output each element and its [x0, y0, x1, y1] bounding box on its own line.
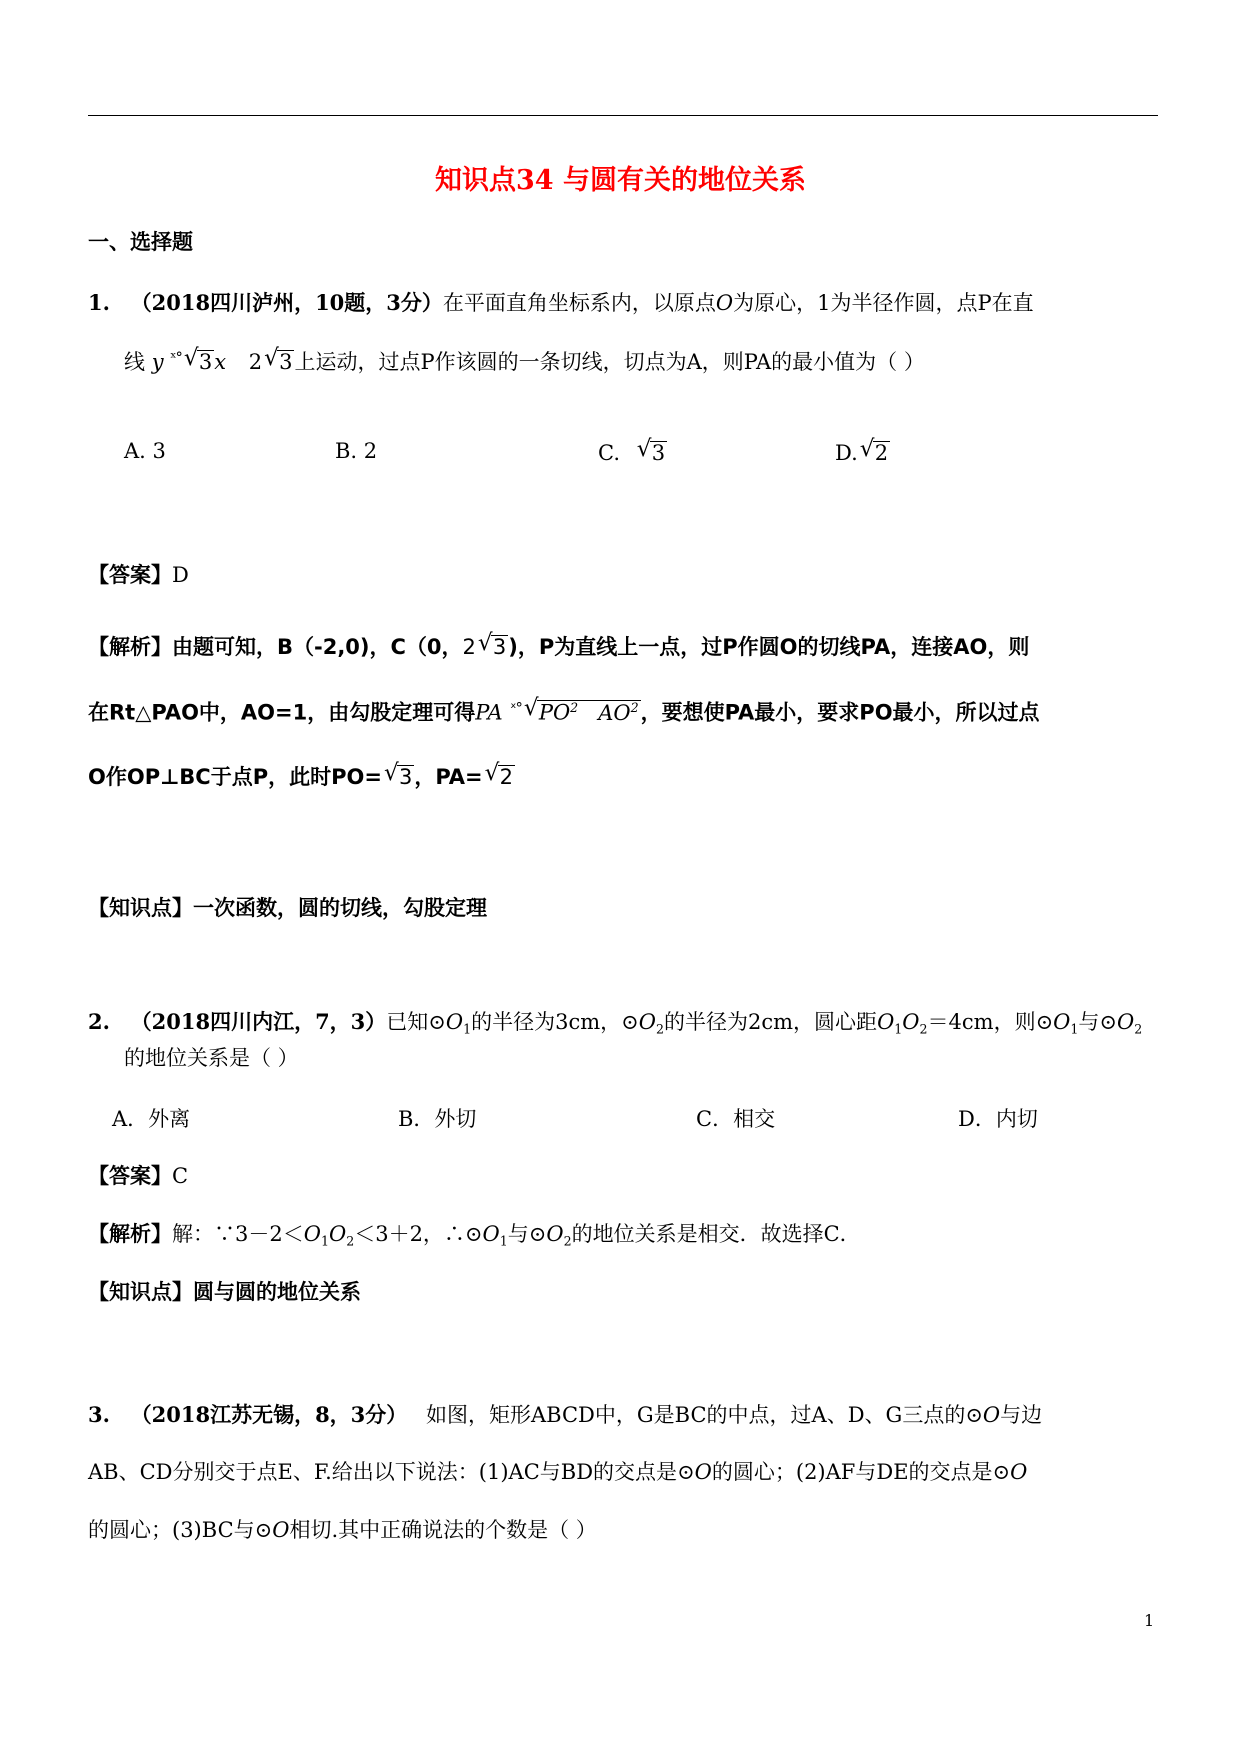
option-c: C．相交 [696, 1107, 776, 1131]
analysis-label: 【解析】 [88, 635, 172, 659]
math-eq-glyph: ˣ° [170, 349, 182, 367]
analysis-line: 【解析】解：$\because 3-2<O_1O_2<3+2$，$\therefore⊙O_1$与$⊙O_2$的地位关系是相交．故选择C． [88, 1222, 861, 1249]
question-number: 1. [88, 290, 110, 315]
answer-value: C [172, 1164, 189, 1188]
answer-value: D [172, 563, 189, 587]
option-b: B. 2 [335, 439, 378, 463]
page-title: 知识点34 与圆有关的地位关系 [435, 165, 806, 196]
option-d: D．内切 [958, 1107, 1038, 1131]
question-3-line-3: 的圆心；(3)BC与⊙O相切.其中正确说法的个数是（ ） [88, 1518, 597, 1542]
math-eq-glyph: ˣ° [509, 699, 522, 717]
page-number: 1 [1144, 1611, 1155, 1630]
question-3-line-1: 3. （2018江苏无锡，8，3分） 如图，矩形ABCD中，G是BC的中点，过A、D、G三点的⊙O与边 [88, 1402, 1043, 1427]
question-text: 为原心，1为半径作圆，点P在直 [733, 291, 1034, 315]
math-sqrt: √ 2 [485, 765, 515, 788]
question-source: （2018四川泸州，10题，3分） [130, 290, 443, 315]
question-text: 在平面直角坐标系内，以原点 [442, 291, 716, 315]
answer-label: 【答案】 [88, 1164, 172, 1188]
option-a: A. 3 [124, 439, 166, 463]
analysis-label: 【解析】 [88, 1222, 172, 1246]
analysis-line-2: 在Rt△PAO中，AO=1，由勾股定理可得PA $^{ˣ^\circ}$√ $PO^2$ $AO^2$，要想使PA最小，要求PO最小，所以过点 [88, 700, 1040, 724]
answer-line [88, 1166, 188, 1187]
question-source: （2018江苏无锡，8，3分） [130, 1402, 408, 1427]
math-sqrt: √ 3 [264, 350, 294, 373]
question-text: 线 [124, 350, 145, 374]
answer-line [88, 565, 189, 586]
math-sqrt: √ 3 [637, 441, 667, 464]
math-x: x [214, 350, 227, 374]
analysis-line-3: O作OP⊥BC于点P，此时PO=√ 3，PA=√ 2 [88, 765, 515, 788]
question-1-line-1 [88, 292, 1034, 314]
math-PA: PA [475, 700, 503, 725]
knowledge-point-line: 【知识点】圆与圆的地位关系 [88, 1280, 361, 1304]
question-2-line-2: 的地位关系是（ ） [124, 1046, 299, 1070]
header-rule [88, 115, 1158, 116]
question-3-line-2: AB、CD分别交于点E、F.给出以下说法：(1)AC与BD的交点是⊙O的圆心；(2)AF与DE的交点是⊙O [88, 1460, 1028, 1484]
question-source: （2018四川内江，7，3） [130, 1009, 387, 1034]
option-a: A．外离 [112, 1107, 191, 1131]
math-sqrt: √ 2 [860, 441, 890, 464]
question-1-line-2 [124, 350, 925, 373]
analysis-line-1: 【解析】由题可知，B（-2,0)，C（0，2√ 3)，P为直线上一点，过P作圆O的切线PA，连接AO，则 [88, 635, 1029, 658]
math-O: O [715, 291, 734, 315]
math-coef: 2 [462, 635, 476, 659]
math-sqrt: √ 3 [478, 635, 508, 658]
question-number: 3. [88, 1402, 110, 1427]
option-c: C. √ 3 [598, 441, 667, 464]
math-sqrt: √ 3 [184, 350, 214, 373]
section-heading: 一、选择题 [88, 230, 193, 254]
option-b: B．外切 [398, 1107, 477, 1131]
question-text: 上运动，过点P作该圆的一条切线，切点为A，则PA的最小值为（ ） [294, 350, 925, 374]
knowledge-point-label: 【知识点】 [88, 1280, 193, 1304]
option-d: D.√ 2 [835, 441, 890, 464]
math-coef: 2 [248, 350, 263, 374]
math-y: y [151, 350, 164, 374]
answer-label: 【答案】 [88, 563, 172, 587]
question-2-line-1: 2. （2018四川内江，7，3）已知$⊙O_1$的半径为3cm，$⊙O_2$的半径为2cm，圆心距$O_1O_2=4cm$，则$⊙O_1$与$⊙O_2$ [88, 1009, 1143, 1037]
knowledge-point-label: 【知识点】 [88, 896, 193, 920]
math-sqrt: √ 3 [384, 765, 414, 788]
knowledge-point-line: 【知识点】一次函数，圆的切线，勾股定理 [88, 896, 487, 920]
question-number: 2. [88, 1009, 110, 1034]
math-sqrt: √ $PO^2$ $AO^2$ [524, 700, 641, 724]
